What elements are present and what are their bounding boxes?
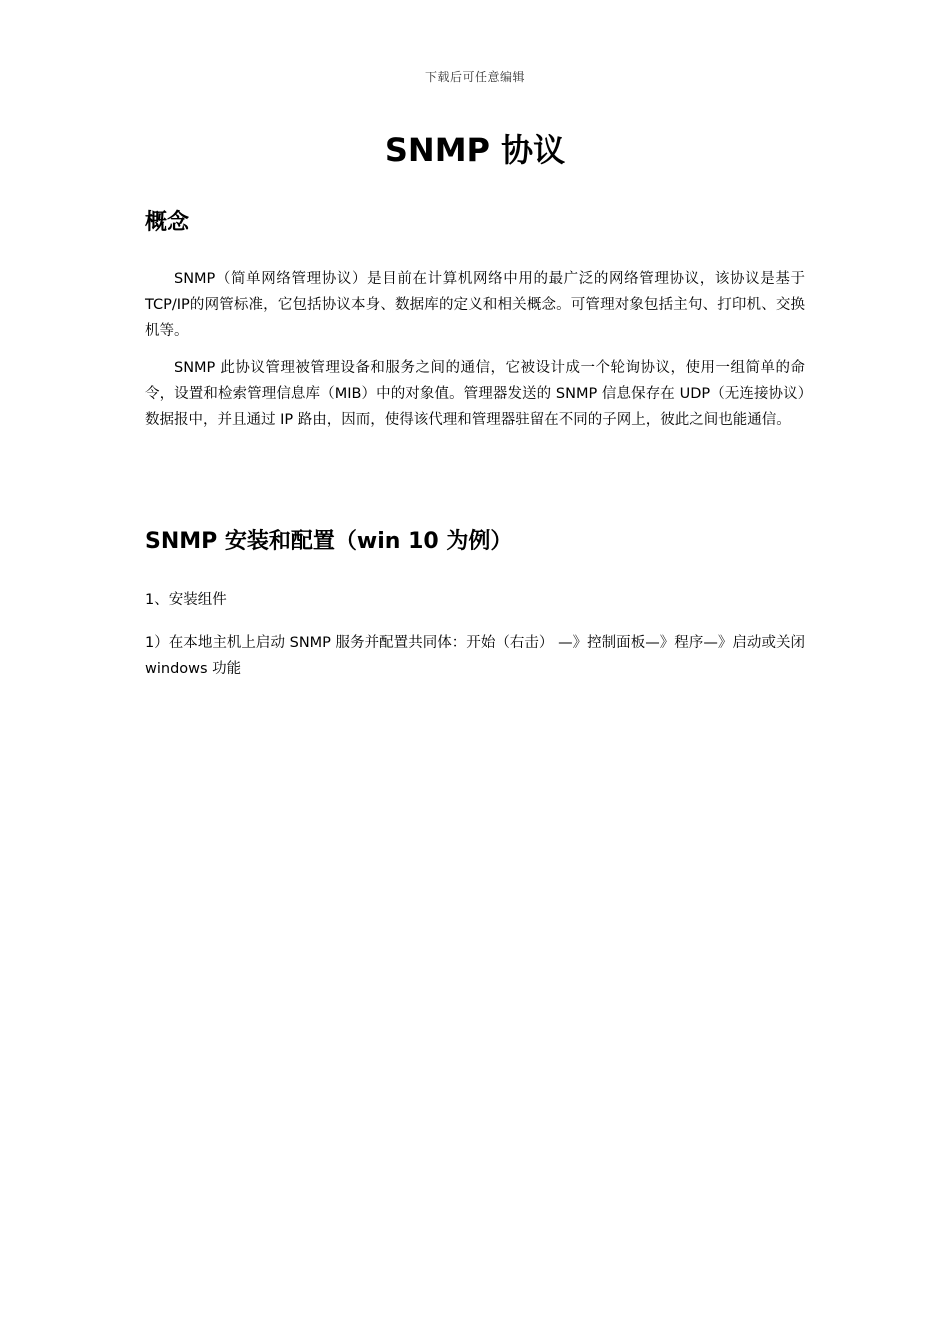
concept-paragraph-1: SNMP（简单网络管理协议）是目前在计算机网络中用的最广泛的网络管理协议，该协议是基于TCP/IP的网管标准，它包括协议本身、数据库的定义和相关概念。可管理对象包括主句、打印机、交换机等。 bbox=[145, 271, 805, 339]
section-heading-install: SNMP 安装和配置（win 10 为例） bbox=[145, 529, 513, 554]
install-step-heading: 1、安装组件 bbox=[145, 592, 227, 608]
concept-paragraph-2: SNMP 此协议管理被管理设备和服务之间的通信，它被设计成一个轮询协议，使用一组简单的命令，设置和检索管理信息库（MIB）中的对象值。管理器发送的 SNMP 信息保存在 UDP（无连接协议）数据报中，并且通过 IP 路由，因而，使得该代理和管理器驻留在不同的子网上，彼此之间也能通信。 bbox=[145, 360, 805, 428]
header-note: 下载后可任意编辑 bbox=[424, 70, 525, 84]
install-step-1: 1）在本地主机上启动 SNMP 服务并配置共同体：开始（右击） —》控制面板—》程序—》启动或关闭 windows 功能 bbox=[145, 635, 805, 677]
document-title: SNMP 协议 bbox=[384, 131, 566, 169]
section-heading-concept: 概念 bbox=[145, 210, 190, 235]
